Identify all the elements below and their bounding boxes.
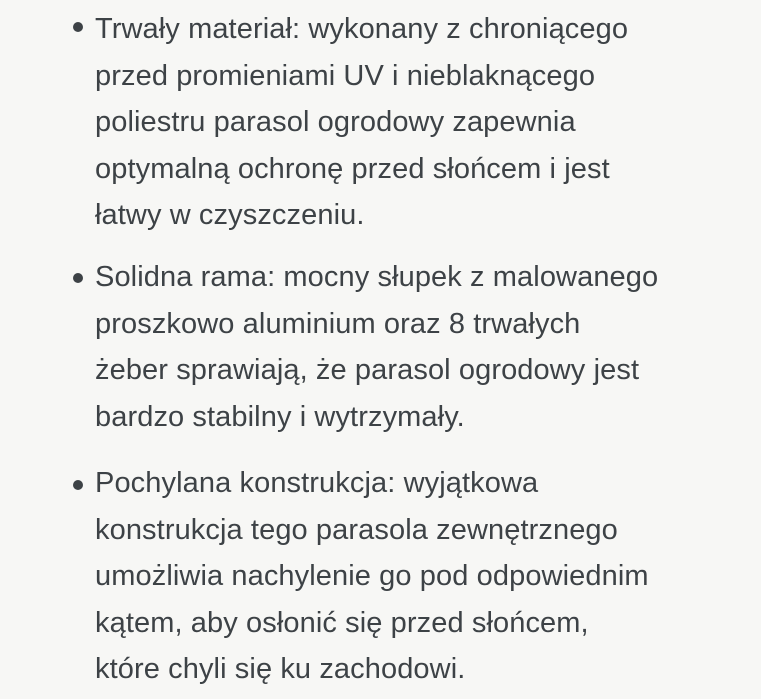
feature-text: Trwały materiał: wykonany z chroniącego przed promieniami UV i nieblaknącego poliestru parasol ogrodowy zapewnia optymalną ochronę przed słońcem i jest łatwy w czyszczeniu. [95,13,629,231]
feature-text: Solidna rama: mocny słupek z malowanego proszkowo aluminium oraz 8 trwałych żeber sprawiają, że parasol ogrodowy jest bardzo stabilny i wytrzymały. [95,261,659,433]
bullet-icon [73,22,83,32]
feature-text: Pochylana konstrukcja: wyjątkowa konstrukcja tego parasola zewnętrznego umożliwia nachylenie go pod odpowiednim kątem, aby osłonić się przed słońcem, które chyli się ku zachodowi. [95,467,649,685]
bullet-icon [73,480,83,490]
bullet-icon [73,273,83,283]
